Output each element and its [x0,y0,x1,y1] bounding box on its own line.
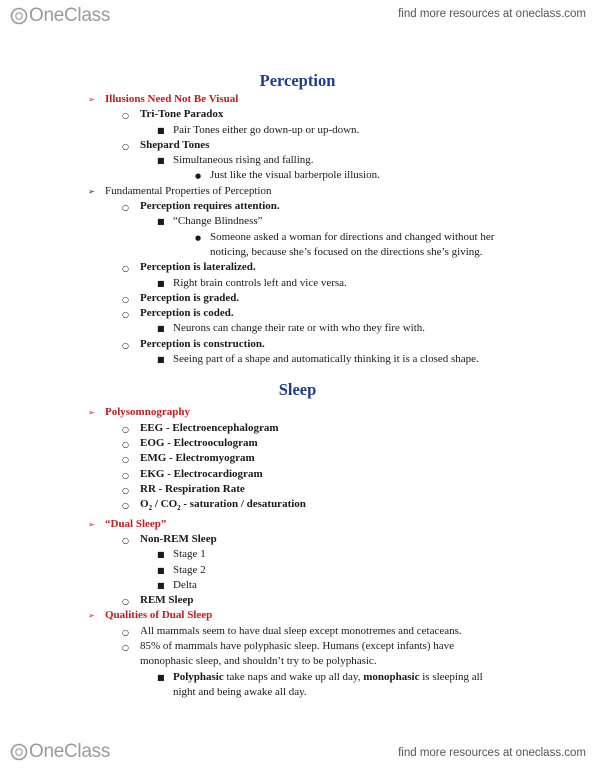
circle-bullet-icon: ○ [122,310,129,320]
square-bullet-icon: ■ [157,580,165,590]
footer-resources-link[interactable]: find more resources at oneclass.com [398,747,586,759]
list-item-continuation: monophasic sleep, and shouldn’t try to be polyphasic. [140,655,377,668]
list-item: ○ REM Sleep [0,593,595,608]
circle-bullet-icon: ○ [122,470,129,480]
sleep-title: Sleep [278,380,317,400]
list-item: ○ RR - Respiration Rate [0,482,595,497]
dot-bullet-icon: ● [195,233,202,242]
list-item: ○ Perception is graded. [0,291,595,306]
arrow-bullet-icon: ➢ [88,519,95,529]
list-item-continuation: night and being awake all day. [173,685,307,698]
perception-outline [0,92,595,367]
list-item: ➢ Fundamental Properties of Perception [0,184,595,199]
list-item: ○ 85% of mammals have polyphasic sleep. Humans (except infants) have [0,639,595,654]
list-item: ○ Non-REM Sleep [0,532,595,547]
list-item: ■ Polyphasic take naps and wake up all day, monophasic is sleeping all [0,670,595,685]
list-item: ➢ Illusions Need Not Be Visual [0,92,595,107]
list-item: ➢ “Dual Sleep” [0,517,595,532]
list-item: ○ EKG - Electrocardiogram [0,467,595,482]
square-bullet-icon: ■ [157,217,165,227]
square-bullet-icon: ■ [157,550,165,560]
list-item: ○ EEG - Electroencephalogram [0,421,595,436]
circle-bullet-icon: ○ [122,203,129,213]
arrow-bullet-icon: ➢ [88,408,95,418]
list-item: ■ Right brain controls left and vice versa. [0,276,595,291]
square-bullet-icon: ■ [157,565,165,575]
list-item: ■ “Change Blindness” [0,214,595,229]
oneclass-logo-icon [10,7,28,25]
circle-bullet-icon: ○ [122,111,129,121]
dot-bullet-icon: ● [195,172,202,181]
sleep-outline [0,405,595,700]
circle-bullet-icon: ○ [122,141,129,151]
list-item: ■ Stage 2 [0,563,595,578]
list-item: ■ Neurons can change their rate or with who they fire with. [0,321,595,336]
list-item: ○ EOG - Electrooculogram [0,436,595,451]
list-item: ➢ Polysomnography [0,405,595,420]
list-item: ○ Shepard Tones [0,138,595,153]
circle-bullet-icon: ○ [122,485,129,495]
circle-bullet-icon: ○ [122,597,129,607]
circle-bullet-icon: ○ [122,424,129,434]
perception-title: Perception [259,71,336,90]
list-item: ○ $O_2 / CO_2$ - saturation / desaturation [122,498,306,513]
oneclass-footer-logo[interactable] [10,742,110,762]
list-item: ○ All mammals seem to have dual sleep except monotremes and cetaceans. [0,624,595,639]
circle-bullet-icon: ○ [122,340,129,350]
list-item: ● Someone asked a woman for directions and changed without her [0,230,595,245]
oneclass-logo-icon [10,743,28,761]
square-bullet-icon: ■ [157,125,165,135]
circle-bullet-icon: ○ [122,627,129,637]
list-item: ○ Perception is construction. [0,337,595,352]
square-bullet-icon: ■ [157,672,165,682]
circle-bullet-icon: ○ [122,501,129,511]
list-item: ○ Perception requires attention. [0,199,595,214]
list-item: ○ Tri-Tone Paradox [0,107,595,122]
document-body [0,70,595,700]
circle-bullet-icon: ○ [122,264,129,274]
list-item: ○ EMG - Electromyogram [0,451,595,466]
list-item-continuation: noticing, because she’s focused on the directions she’s giving. [210,245,483,258]
oneclass-logo-text: OneClass [29,5,111,26]
circle-bullet-icon: ○ [122,455,129,465]
square-bullet-icon: ■ [157,156,165,166]
square-bullet-icon: ■ [157,324,165,334]
square-bullet-icon: ■ [157,278,165,288]
circle-bullet-icon: ○ [122,439,129,449]
list-item: ➢ Qualities of Dual Sleep [0,608,595,623]
arrow-bullet-icon: ➢ [88,186,95,196]
list-item: ■ Seeing part of a shape and automatically thinking it is a closed shape. [0,352,595,367]
list-item: ○ Perception is coded. [0,306,595,321]
circle-bullet-icon: ○ [122,294,129,304]
list-item: ● Just like the visual barberpole illusion. [0,168,595,183]
list-item: ■ Stage 1 [0,547,595,562]
oneclass-logo[interactable] [10,6,110,26]
list-item: ■ Delta [0,578,595,593]
list-item: ■ Simultaneous rising and falling. [0,153,595,168]
oneclass-footer-logo-text: OneClass [29,741,111,762]
arrow-bullet-icon: ➢ [88,611,95,621]
list-item: ○ Perception is lateralized. [0,260,595,275]
circle-bullet-icon: ○ [122,535,129,545]
circle-bullet-icon: ○ [122,642,129,652]
resources-link[interactable]: find more resources at oneclass.com [398,8,586,20]
square-bullet-icon: ■ [157,355,165,365]
list-item: ■ Pair Tones either go down-up or up-down. [0,123,595,138]
arrow-bullet-icon: ➢ [88,95,95,104]
